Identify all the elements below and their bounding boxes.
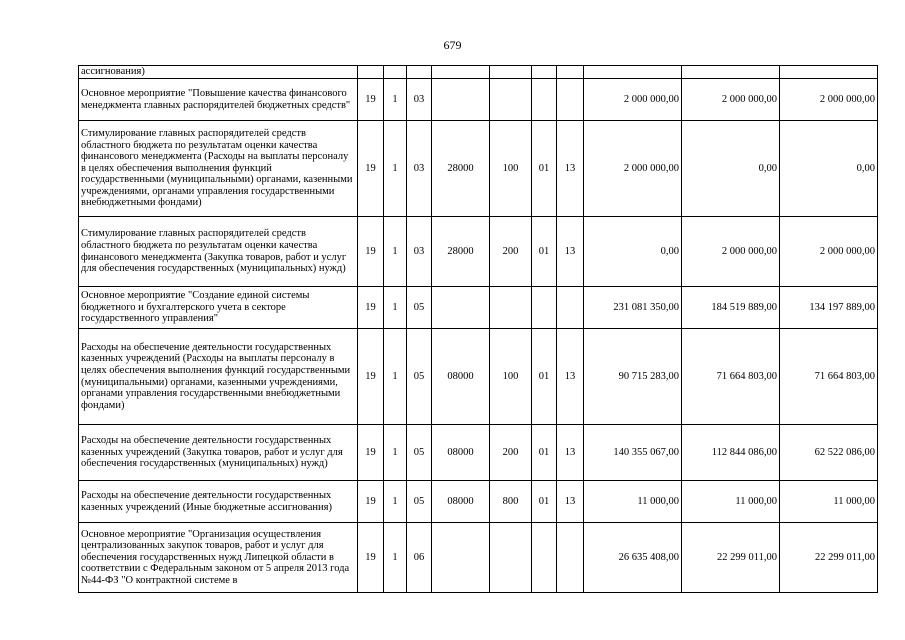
code-gp: 19 (358, 425, 384, 481)
code-vr (490, 523, 532, 593)
code-gp (358, 66, 384, 79)
code-vr: 100 (490, 121, 532, 217)
code-om (407, 66, 432, 79)
code-vr (490, 287, 532, 329)
amount-year2: 184 519 889,00 (682, 287, 780, 329)
code-gp: 19 (358, 329, 384, 425)
amount-year3: 71 664 803,00 (780, 329, 878, 425)
amount-year1 (584, 66, 682, 79)
code-pp: 1 (384, 523, 407, 593)
code-om: 03 (407, 79, 432, 121)
code-gp: 19 (358, 287, 384, 329)
code-om: 05 (407, 425, 432, 481)
code-vr: 800 (490, 481, 532, 523)
budget-table (78, 65, 878, 593)
code-pr: 13 (557, 329, 584, 425)
table-row (79, 66, 878, 79)
code-pp: 1 (384, 287, 407, 329)
amount-year2: 0,00 (682, 121, 780, 217)
code-rz: 01 (532, 481, 557, 523)
amount-year3: 62 522 086,00 (780, 425, 878, 481)
row-name: ассигнования) (79, 66, 358, 79)
amount-year3: 2 000 000,00 (780, 79, 878, 121)
code-gp: 19 (358, 79, 384, 121)
code-om: 03 (407, 217, 432, 287)
row-name: Расходы на обеспечение деятельности государственных казенных учреждений (Расходы на выплаты персоналу в целях обеспечения выполнения функций государственными (муниципальными) органами, казенными учреждениями, органами управления государственными внебюджетными фондами) (79, 329, 358, 425)
code-pr (557, 79, 584, 121)
code-pp: 1 (384, 481, 407, 523)
row-name: Основное мероприятие "Создание единой системы бюджетного и бухгалтерского учета в секторе государственного управления" (79, 287, 358, 329)
code-pp: 1 (384, 329, 407, 425)
table-row (79, 481, 878, 523)
amount-year2: 2 000 000,00 (682, 79, 780, 121)
page-number: 679 (443, 38, 462, 52)
row-name: Расходы на обеспечение деятельности государственных казенных учреждений (Закупка товаров, работ и услуг для обеспечения государственных (муниципальных) нужд) (79, 425, 358, 481)
code-vr (490, 79, 532, 121)
amount-year2: 2 000 000,00 (682, 217, 780, 287)
code-pp: 1 (384, 217, 407, 287)
code-rz (532, 523, 557, 593)
code-direction (432, 523, 490, 593)
code-pp: 1 (384, 425, 407, 481)
code-pr (557, 66, 584, 79)
code-pp: 1 (384, 121, 407, 217)
code-vr: 200 (490, 425, 532, 481)
code-pp (384, 66, 407, 79)
amount-year3: 22 299 011,00 (780, 523, 878, 593)
amount-year2 (682, 66, 780, 79)
row-name: Расходы на обеспечение деятельности государственных казенных учреждений (Иные бюджетные ассигнования) (79, 481, 358, 523)
code-rz (532, 287, 557, 329)
amount-year2: 11 000,00 (682, 481, 780, 523)
code-direction: 28000 (432, 121, 490, 217)
code-rz (532, 66, 557, 79)
code-direction: 28000 (432, 217, 490, 287)
amount-year2: 71 664 803,00 (682, 329, 780, 425)
code-vr: 100 (490, 329, 532, 425)
amount-year3: 11 000,00 (780, 481, 878, 523)
amount-year3: 134 197 889,00 (780, 287, 878, 329)
code-om: 06 (407, 523, 432, 593)
table-row (79, 329, 878, 425)
code-direction: 08000 (432, 481, 490, 523)
code-om: 03 (407, 121, 432, 217)
code-rz: 01 (532, 217, 557, 287)
code-pr: 13 (557, 425, 584, 481)
code-pr (557, 287, 584, 329)
amount-year1: 140 355 067,00 (584, 425, 682, 481)
row-name: Стимулирование главных распорядителей средств областного бюджета по результатам оценки качества финансового менеджмента (Закупка товаров, работ и услуг для обеспечения государственных (муниципальных) нужд) (79, 217, 358, 287)
code-gp: 19 (358, 121, 384, 217)
code-pr: 13 (557, 481, 584, 523)
code-pr: 13 (557, 121, 584, 217)
code-rz (532, 79, 557, 121)
code-vr: 200 (490, 217, 532, 287)
code-pr: 13 (557, 217, 584, 287)
amount-year2: 112 844 086,00 (682, 425, 780, 481)
table-row (79, 79, 878, 121)
code-direction (432, 287, 490, 329)
amount-year1: 11 000,00 (584, 481, 682, 523)
code-pp: 1 (384, 79, 407, 121)
amount-year2: 22 299 011,00 (682, 523, 780, 593)
code-rz: 01 (532, 329, 557, 425)
amount-year3 (780, 66, 878, 79)
table-row (79, 121, 878, 217)
amount-year1: 26 635 408,00 (584, 523, 682, 593)
table-row (79, 425, 878, 481)
amount-year1: 2 000 000,00 (584, 121, 682, 217)
code-pr (557, 523, 584, 593)
code-om: 05 (407, 287, 432, 329)
code-direction: 08000 (432, 425, 490, 481)
row-name: Основное мероприятие "Организация осуществления централизованных закупок товаров, работ и услуг для обеспечения государственных нужд Липецкой области в соответствии с Федеральным законом от 5 апреля 2013 года №44-ФЗ "О контрактной системе в (79, 523, 358, 593)
amount-year1: 231 081 350,00 (584, 287, 682, 329)
code-direction (432, 66, 490, 79)
code-om: 05 (407, 329, 432, 425)
amount-year1: 90 715 283,00 (584, 329, 682, 425)
code-rz: 01 (532, 425, 557, 481)
code-direction (432, 79, 490, 121)
table-row (79, 523, 878, 593)
code-vr (490, 66, 532, 79)
row-name: Стимулирование главных распорядителей средств областного бюджета по результатам оценки качества финансового менеджмента (Расходы на выплаты персоналу в целях обеспечения выполнения функций государственными (муниципальными) органами, казенными учреждениями, органами управления государственными внебюджетными фондами) (79, 121, 358, 217)
row-name: Основное мероприятие "Повышение качества финансового менеджмента главных распорядителей бюджетных средств" (79, 79, 358, 121)
code-gp: 19 (358, 523, 384, 593)
code-gp: 19 (358, 217, 384, 287)
code-rz: 01 (532, 121, 557, 217)
amount-year3: 0,00 (780, 121, 878, 217)
table-row (79, 217, 878, 287)
code-om: 05 (407, 481, 432, 523)
amount-year1: 2 000 000,00 (584, 79, 682, 121)
amount-year1: 0,00 (584, 217, 682, 287)
amount-year3: 2 000 000,00 (780, 217, 878, 287)
code-gp: 19 (358, 481, 384, 523)
code-direction: 08000 (432, 329, 490, 425)
table-row (79, 287, 878, 329)
